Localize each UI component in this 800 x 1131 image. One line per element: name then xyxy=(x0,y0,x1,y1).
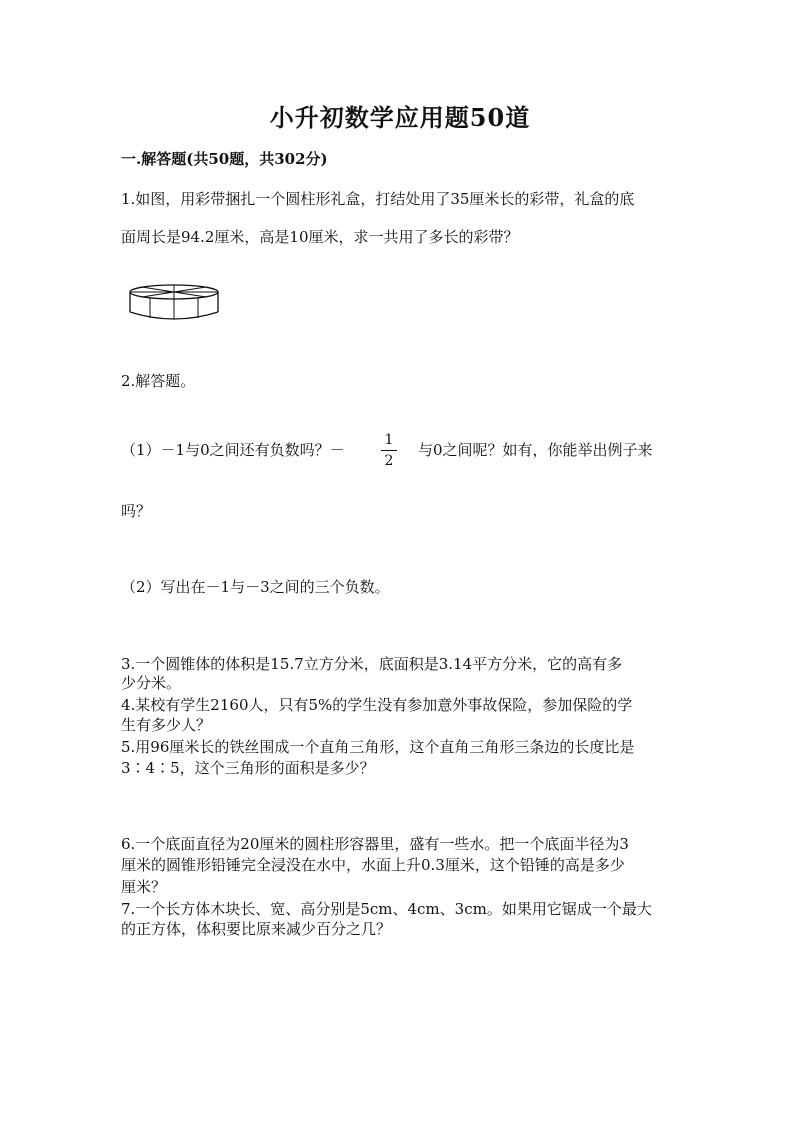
question-1-line-2: 面周长是94.2厘米，高是10厘米，求一共用了多长的彩带？ xyxy=(121,228,519,246)
page-title: 小升初数学应用题50道 xyxy=(269,103,531,132)
question-4-line-2: 生有多少人？ xyxy=(121,716,212,734)
question-1-line-1: 1.如图，用彩带捆扎一个圆柱形礼盒，打结处用了35厘米长的彩带，礼盒的底 xyxy=(121,190,635,208)
question-2-part-1-end: 吗？ xyxy=(121,502,152,520)
fraction-denominator: 2 xyxy=(384,453,394,469)
question-2-part-1-before: （1）－1与0之间还有负数吗？－ xyxy=(121,441,345,459)
question-6-line-2: 厘米的圆锥形铅锤完全浸没在水中，水面上升0.3厘米，这个铅锤的高是多少 xyxy=(121,856,625,874)
question-2-stem: 2.解答题。 xyxy=(121,372,196,390)
question-6-line-3: 厘米？ xyxy=(121,878,167,896)
question-2-part-2: （2）写出在－1与－3之间的三个负数。 xyxy=(121,578,390,596)
question-3-line-2: 少分米。 xyxy=(121,674,182,692)
question-3-line-1: 3.一个圆锥体的体积是15.7立方分米，底面积是3.14平方分米，它的高有多 xyxy=(121,655,623,673)
question-5-line-1: 5.用96厘米长的铁丝围成一个直角三角形，这个直角三角形三条边的长度比是 xyxy=(121,738,635,756)
section-heading: 一.解答题(共50题，共302分) xyxy=(121,150,328,168)
fraction-bar xyxy=(381,450,397,451)
cylinder-gift-box-icon xyxy=(128,282,220,322)
question-5-line-2: 3∶4∶5，这个三角形的面积是多少？ xyxy=(121,759,375,777)
question-4-line-1: 4.某校有学生2160人，只有5%的学生没有参加意外事故保险，参加保险的学 xyxy=(121,696,633,714)
question-7-line-1: 7.一个长方体木块长、宽、高分别是5cm、4cm、3cm。如果用它锯成一个最大 xyxy=(121,900,652,918)
fraction-numerator: 1 xyxy=(384,432,394,448)
question-6-line-1: 6.一个底面直径为20厘米的圆柱形容器里，盛有一些水。把一个底面半径为3 xyxy=(121,835,629,853)
question-7-line-2: 的正方体，体积要比原来减少百分之几？ xyxy=(121,920,392,938)
fraction-one-half xyxy=(380,432,398,469)
question-2-part-1-after: 与0之间呢？如有，你能举出例子来 xyxy=(418,441,653,459)
